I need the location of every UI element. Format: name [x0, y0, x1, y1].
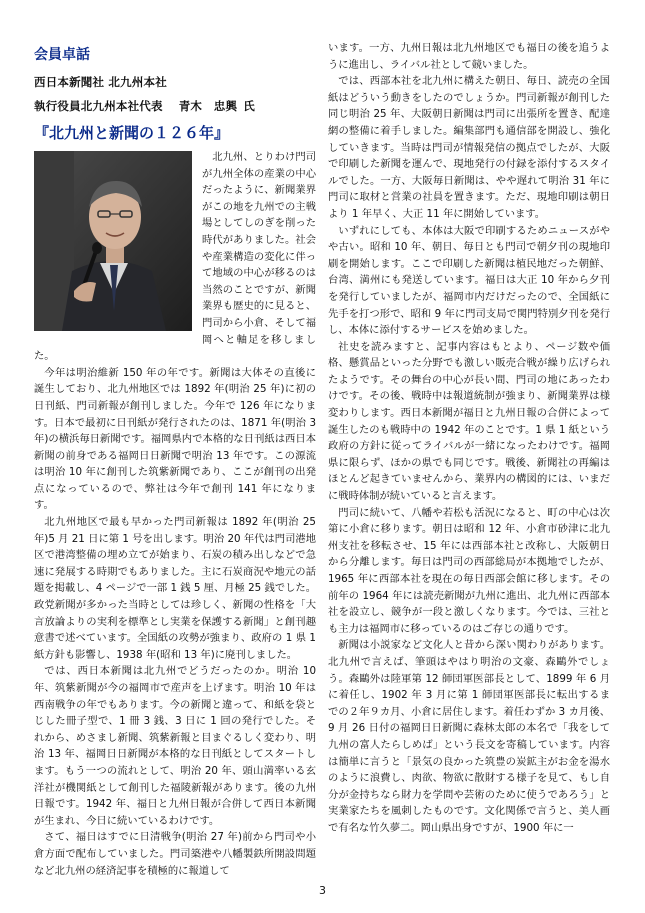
speaker-line	[34, 98, 316, 114]
paragraph: 新聞は小説家など文化人と昔から深い関わりがあります。北九州で言えば、筆頭はやはり明治の文豪、森鷗外でしょう。森鷗外は陸軍第 12 師団軍医部長として、1899 年 6 月に着任し、1902 年 3 月に第 1 師団軍医部長に転出するまでの２年９カ月、小倉に居住します。着任わずか 3 カ月後、9 月 26 日付の福岡日日新聞に森林太郎の本名で「我をして九州の富人たらしめば」という長文を寄稿しています。内容は簡単に言うと「景気の良かった筑豊の炭鉱主がお金を湯水のように浪費し、肉欲、物欲に散財する様子を見て、もし自分が金持ちなら財力を学問や芸術のために使うであろう」と実業家たちを風刺したものです。文化関係で言うと、美人画で有名な竹久夢二。岡山県出身ですが、1900 年に一	[328, 639, 610, 834]
paragraph: 北九州地区で最も早かった門司新報は 1892 年(明治 25 年)5 月 21 日に第 1 号を出します。明治 20 年代は門司港地区で港湾整備の埋め立てが始まり、石炭の積み出しなどで急速に発展する時期でもありました。主に石炭商況や地元の話題を掲載し、4 ページで一部 1 銭 5 厘、月極 25 銭でした。政党新聞が多かった当時としては珍しく、新聞の性格を「大言放論よりの実利を標準とし実業を保護する新聞」と創刊趣意書で述べています。全国紙の攻勢が強まり、政府の 1 県 1 紙方針も影響し、1938 年(昭和 13 年)に廃刊しました。	[34, 516, 316, 661]
paragraph: さて、福日はすでに日清戦争(明治 27 年)前から門司や小倉方面で配布していました。門司築港や八幡製鉄所開設問題など北九州の経済記事を積極的に報道して	[34, 831, 316, 877]
paragraph: 今年は明治維新 150 年の年です。新聞は大体その直後に誕生しており、北九州地区では 1892 年(明治 25 年)に初の日刊紙、門司新報が創刊しました。今年で 126 年になります。日本で最初に日刊紙が発行されたのは、1871 年(明治 3 年)の横浜毎日新聞です。福岡県内で本格的な日刊紙は西日本新聞の前身である福岡日日新聞で明治 13 年です。この源流は明治 10 年に創刊した筑紫新聞であり、ここが創刊の出発点になっているので、弊社は今年で創刊 141 年になります。	[34, 366, 316, 512]
paragraph: では、西日本新聞は北九州でどうだったのか。明治 10 年、筑紫新聞が今の福岡市で産声を上げます。明治 10 年は西南戦争の年でもあります。今の新聞と違って、和紙を袋とじした冊子型で、1 冊 3 銭、3 日に 1 回の発行でした。それから、めさまし新聞、筑紫新報と目まぐるしく変わり、明治 13 年、福岡日日新聞が本格的な日刊紙としてスタートします。もう一つの流れとして、明治 20 年、頭山満率いる玄洋社が機関紙として創刊した福陵新報があります。後の九州日報です。1942 年、福日と九州日報が合併して西日本新聞が生まれ、今日に続いているわけです。	[34, 665, 316, 827]
speaker-name: 青木 忠興	[178, 99, 238, 113]
paragraph: います。一方、九州日報は北九州地区でも福日の後を追うように進出し、ライバル社として競いました。	[328, 42, 610, 71]
speaker-photo	[34, 151, 192, 331]
paragraph: いずれにしても、本体は大阪で印刷するためニュースがやや古い。昭和 10 年、朝日、毎日とも門司で朝夕刊の現地印刷を開始します。ここで印刷した新聞は植民地だった朝鮮、台湾、満州にも発送しています。福日は大正 10 年から夕刊を発行していましたが、福岡市内だけだったので、全国紙に先手を打つ形で、昭和 9 年に門司支局で関門特別夕刊を発行し、本体に添付するサービスを始めました。	[328, 224, 610, 337]
speaker-role: 執行役員北九州本社代表	[34, 99, 163, 113]
section-title: 会員卓話	[34, 47, 90, 63]
page-number: 3	[319, 884, 326, 897]
speaker-photo-icon	[34, 151, 192, 331]
right-column	[328, 40, 610, 837]
paragraph: では、西部本社を北九州に構えた朝日、毎日、読売の全国紙はどういう動きをしたのでしょうか。門司新報が創刊した同じ明治 25 年、大阪朝日新聞は門司に出張所を置き、配達網の整備に着手しました。編集部門も通信部を開設し、強化していきます。当時は門司が情報発信の拠点でしたが、大阪で印刷した新聞を運んで、現地発行の付録を添付するスタイルでした。一方、大阪毎日新聞は、やや遅れて明治 31 年に門司に取材と営業の社員を置きます。ただ、現地印刷は朝日より 1 年早く、大正 11 年に開始しています。	[328, 75, 610, 220]
left-column	[34, 40, 316, 879]
speaker-honorific: 氏	[243, 99, 255, 113]
paragraph: 門司に続いて、八幡や若松も活況になると、町の中心は次第に小倉に移ります。朝日は昭和 12 年、小倉市砂津に北九州支社を移転させ、15 年には西部本社と改称し、大阪朝日から分離します。毎日は門司の西部総局が本拠地でしたが、1965 年に西部本社を現在の毎日西部会館に移します。その前年の 1964 年には読売新聞が九州に進出、北九州に西部本社を設立し、競争が一段と激しくなります。今では、三社とも主力は福岡市に移っているのはご存じの通りです。	[328, 506, 610, 635]
article-title: 『北九州と新聞の１２６年』	[34, 124, 230, 142]
paragraph: 社史を読みますと、記事内容はもとより、ページ数や価格、懸賞品といった分野でも激しい販売合戦が繰り広げられたようです。その舞台の中心が長い間、門司の地にあったわけです。その後、戦時中は報道統制が強まり、新聞業界は様変わりします。西日本新聞が福日と九州日報の合併によって誕生したのも戦時中の 1942 年のことです。1 県 1 紙という政府の方針に従ってライバルが一緒になったわけです。福岡県に限らず、ほかの県でも同じです。戦後、新聞社の再編はほとんど起きていませんから、業界内の構図的には、いまだに戦時体制が続いていると言えます。	[328, 340, 610, 503]
organization-name: 西日本新聞社 北九州本社	[34, 75, 167, 89]
paragraph: 北九州、とりわけ門司が九州全体の産業の中心だったように、新聞業界がこの地を九州での主戦場としてしのぎを削った時代がありました。社会や産業構造の変化に伴って地域の中心が移るのは当然のことですが、新聞業界も歴史的に見ると、門司から小倉、そして福岡へと軸足を移しました。	[34, 151, 316, 363]
